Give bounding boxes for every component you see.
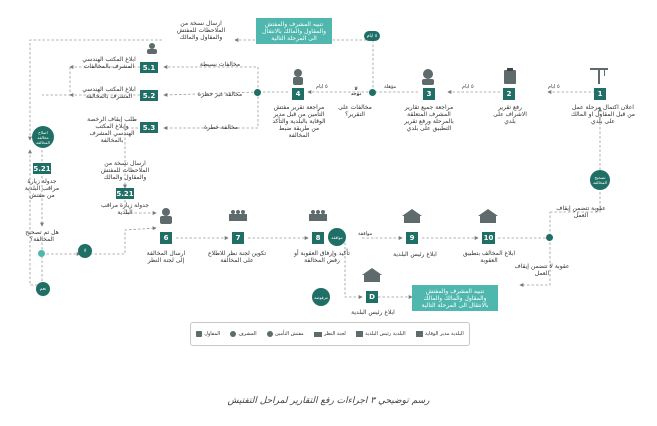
legend-supervisor — [230, 331, 256, 337]
legend-head-label: البلدية رئيس البلدية — [365, 331, 406, 337]
legend-contractor — [196, 331, 220, 337]
correct-violation-badge: تصحيح المخالفة — [590, 170, 610, 190]
approved-badge: موافقة — [328, 228, 346, 246]
confirm-penalty-label: تأكيد وإرفاق العقوبة أو رفض المخالفة — [294, 250, 350, 264]
step-4-box: 4 — [292, 88, 304, 100]
notify-5-1-label: ابلاغ المكتب الهندسي المشرف بالمخالفات — [82, 56, 136, 70]
not-serious-violation-label: مخالفة غير خطرة — [197, 91, 243, 98]
person-icon — [160, 208, 172, 224]
legend-committee-label: لجنة النظر — [324, 331, 346, 337]
step-5-2-box: 5.2 — [140, 90, 158, 101]
figure-caption: رسم توضيحي ٣ اجراءات رفع التقارير لمراحل التفتيش — [227, 396, 430, 406]
decision-dot-step4 — [254, 89, 261, 96]
step-1-box: 1 — [594, 88, 606, 100]
no-badge: لا — [78, 244, 92, 258]
committee-icon-2 — [309, 210, 327, 221]
step-d-box: D — [366, 291, 378, 303]
serious-violation-label: مخالفة خطرة — [204, 124, 238, 131]
step-5-21-mid-box: 5.21 — [116, 189, 134, 198]
approved2-label: موافقة — [358, 231, 373, 237]
step-4-label: مراجعة تقرير مفتش التأمين من قبل مدير الوقاية بالبلدية والتأكد من طريقة ضبط المخالفة — [272, 104, 326, 139]
legend-supervisor-icon — [230, 331, 236, 337]
step-7-box: 7 — [232, 232, 244, 244]
penalty-nostop-label: عقوبة لا تتضمن إيقاف العمل — [514, 263, 570, 277]
municipality-building-icon — [402, 209, 422, 223]
none-badge: لا توجد — [350, 87, 362, 97]
alert-next-stage-bottom: تنبيه المشرف والمفتش والمقاول والمالك والمالك بالانتقال الى المرحلة التالية — [412, 285, 498, 311]
legend — [190, 322, 470, 346]
legend-committee-icon — [314, 332, 322, 337]
step-1-label: اعلان اكتمال مرحلة عمل من قبل المقاول او المالك على بلدي — [571, 104, 635, 125]
simple-violation-label: مخالفات بسيطة — [199, 61, 241, 68]
inspector-icon — [293, 69, 303, 85]
legend-head — [356, 331, 405, 337]
days-label-1: ٥ ايام — [548, 84, 560, 90]
clipboard-icon — [504, 68, 516, 84]
legend-prevention-icon — [416, 331, 423, 337]
step-10-box: 10 — [483, 234, 494, 242]
step-3-box: 3 — [423, 88, 435, 100]
send-committee-label: ارسال المخالفة إلى لجنة النظر — [146, 250, 186, 264]
engineer-icon — [422, 69, 434, 85]
legend-contractor-label: المقاول — [204, 331, 221, 337]
legend-committee — [314, 331, 346, 337]
send-copy-top-label: ارسال نسخة من الملاحظات للمفتش والمقاول والمالك — [176, 20, 226, 41]
step-8-box: 8 — [312, 232, 324, 244]
schedule-visit-left-label: جدولة زيارة مراقب البلدية من مفتش — [24, 178, 60, 199]
days-badge-top: ٥ ايام — [364, 31, 380, 41]
compliant-label: مؤهلة — [384, 84, 397, 90]
notify-violator-label: ابلاغ المخالف بتطبيق العقوبة — [462, 250, 516, 264]
step-3-label: مراجعة جميع تقارير المشرف المتعلقة بالمرحلة ورفع تقرير التطبيق على بلدي — [404, 104, 454, 132]
legend-contractor-icon — [196, 331, 202, 337]
fix-violation-badge: اصلاح مخالفة المخالفة — [32, 126, 54, 148]
step-2-box: 2 — [503, 88, 515, 100]
penalty-stop-label: عقوبة تتضمن إيقاف العمل — [556, 205, 606, 219]
notify-5-3-label: طلب إيقاف الرخصة وإبلاغ المكتب الهندسي المشرف بالمخالفة — [87, 116, 137, 144]
crane-icon — [590, 68, 608, 84]
legend-insurance-icon — [267, 331, 273, 337]
fixed-question-label: هل تم تصحيح المخالفة؟ — [25, 229, 59, 243]
violations-question: مخالفات على التقرير؟ — [338, 104, 372, 118]
step-5-21-left-box: 5.21 — [33, 164, 51, 173]
notify-5-2-label: ابلاغ المكتب الهندسي المشرف بالمخالفة — [82, 86, 136, 100]
committee-icon — [229, 210, 247, 221]
step-2-label: رفع تقرير الاشراف على بلدي — [493, 104, 527, 125]
legend-prevention — [416, 331, 464, 337]
step-9-box: 9 — [406, 232, 418, 244]
legend-insurance — [267, 331, 304, 337]
days-label-2: ٥ ايام — [462, 84, 474, 90]
schedule-visit-mid-label: جدولة زيارة مراقب البلدية — [100, 202, 149, 216]
engineer-small-icon — [147, 43, 157, 54]
days-label-3: ٥ ايام — [316, 84, 328, 90]
yes-badge: نعم — [36, 282, 50, 296]
step-5-3-box: 5.3 — [140, 122, 158, 133]
step-6-box: 6 — [160, 232, 172, 244]
decision-dot-left — [38, 250, 45, 257]
decision-dot-right — [546, 234, 553, 241]
notify-head-label: ابلاغ رئيس البلدية — [393, 251, 437, 258]
municipality-building-icon-3 — [362, 268, 382, 282]
rejected-badge: مرفوضة — [312, 288, 330, 306]
municipality-building-icon-2 — [478, 209, 498, 223]
decision-dot-top — [369, 89, 376, 96]
notify-head-bottom-label: ابلاغ رئيس البلدية — [351, 309, 395, 316]
legend-supervisor-label: المشرف — [238, 331, 257, 337]
legend-head-icon — [356, 331, 363, 337]
alert-next-stage-top: تنبيه المشرف والمفتش والمقاول والمالك بالانتقال الى المرحلة التالية — [256, 18, 332, 44]
step-5-1-box: 5.1 — [140, 62, 158, 73]
legend-prevention-label: البلدية مدير الوقاية — [424, 331, 464, 337]
form-committee-label: تكوين لجنة نظر للاطلاع على المخالفة — [207, 250, 267, 264]
send-copy-mid-label: ارسال نسخة من الملاحظات للمفتش والمقاول والمالك — [100, 160, 150, 181]
legend-insurance-label: مفتش التأمين — [275, 331, 304, 337]
